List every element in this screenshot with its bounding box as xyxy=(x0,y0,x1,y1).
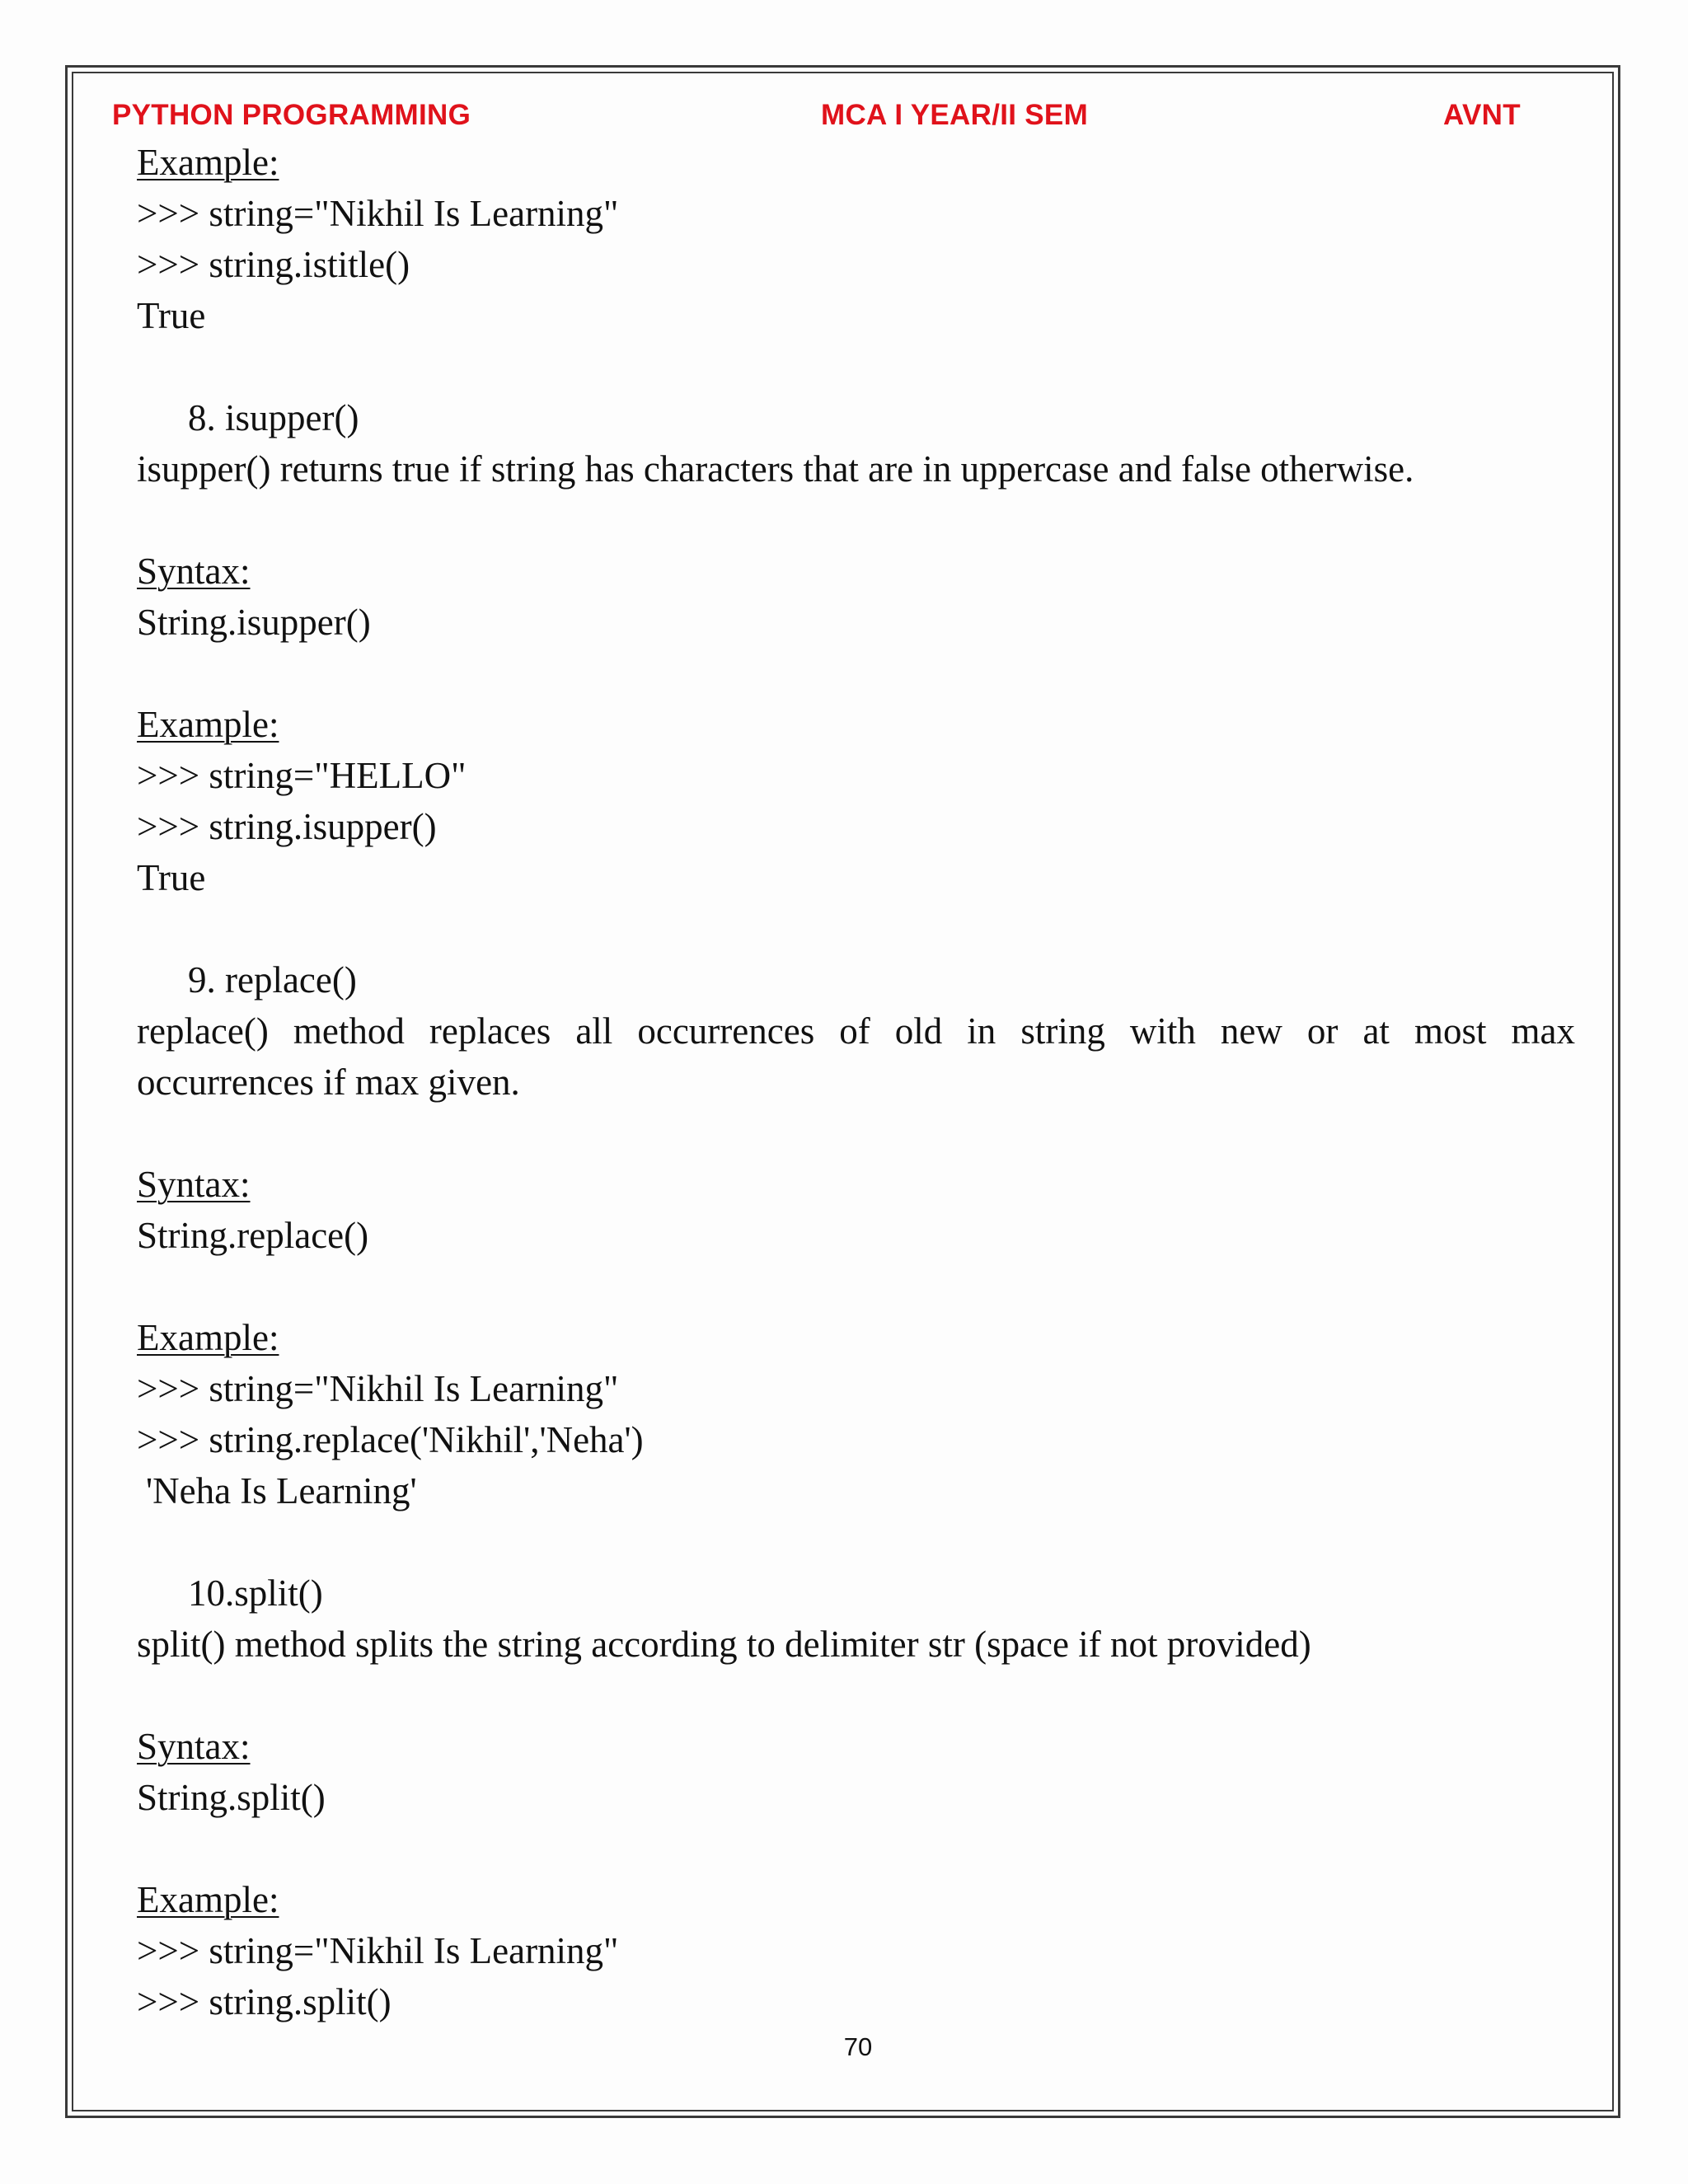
example-label: Example: xyxy=(137,1317,279,1358)
page-content xyxy=(137,137,1575,2027)
header-course-title: PYTHON PROGRAMMING xyxy=(112,99,471,131)
code-line: >>> string="Nikhil Is Learning" xyxy=(137,1930,619,1971)
section-heading-replace: 9. replace() xyxy=(188,959,357,1001)
code-line: >>> string.istitle() xyxy=(137,244,410,285)
syntax-line: String.split() xyxy=(137,1777,326,1818)
section-description: isupper() returns true if string has characters that are in uppercase and false otherwise. xyxy=(137,448,1414,490)
section-description-continued: occurrences if max given. xyxy=(137,1062,520,1103)
section-heading-split: 10.split() xyxy=(188,1572,323,1614)
code-output: True xyxy=(137,857,206,898)
section-description: split() method splits the string according to delimiter str (space if not provided) xyxy=(137,1624,1311,1665)
code-line: >>> string="HELLO" xyxy=(137,755,467,796)
syntax-label: Syntax: xyxy=(137,1164,251,1205)
section-heading-isupper: 8. isupper() xyxy=(188,397,359,438)
code-output: 'Neha Is Learning' xyxy=(146,1470,417,1511)
example-label: Example: xyxy=(137,1879,279,1920)
code-line: >>> string.split() xyxy=(137,1981,392,2022)
code-line: >>> string.replace('Nikhil','Neha') xyxy=(137,1419,644,1460)
syntax-label: Syntax: xyxy=(137,1726,251,1767)
syntax-line: String.isupper() xyxy=(137,602,371,643)
example-label: Example: xyxy=(137,142,279,183)
header-class-info: MCA I YEAR/II SEM xyxy=(821,99,1089,131)
section-description: replace() method replaces all occurrences of old in string with new or at most max xyxy=(137,1010,1575,1052)
syntax-label: Syntax: xyxy=(137,551,251,592)
code-line: >>> string.isupper() xyxy=(137,806,437,847)
code-line: >>> string="Nikhil Is Learning" xyxy=(137,1368,619,1409)
header-institution: AVNT xyxy=(1443,99,1521,131)
code-line: >>> string="Nikhil Is Learning" xyxy=(137,193,619,234)
example-label: Example: xyxy=(137,704,279,745)
code-output: True xyxy=(137,295,206,336)
page-number: 70 xyxy=(843,2032,873,2061)
syntax-line: String.replace() xyxy=(137,1215,369,1256)
